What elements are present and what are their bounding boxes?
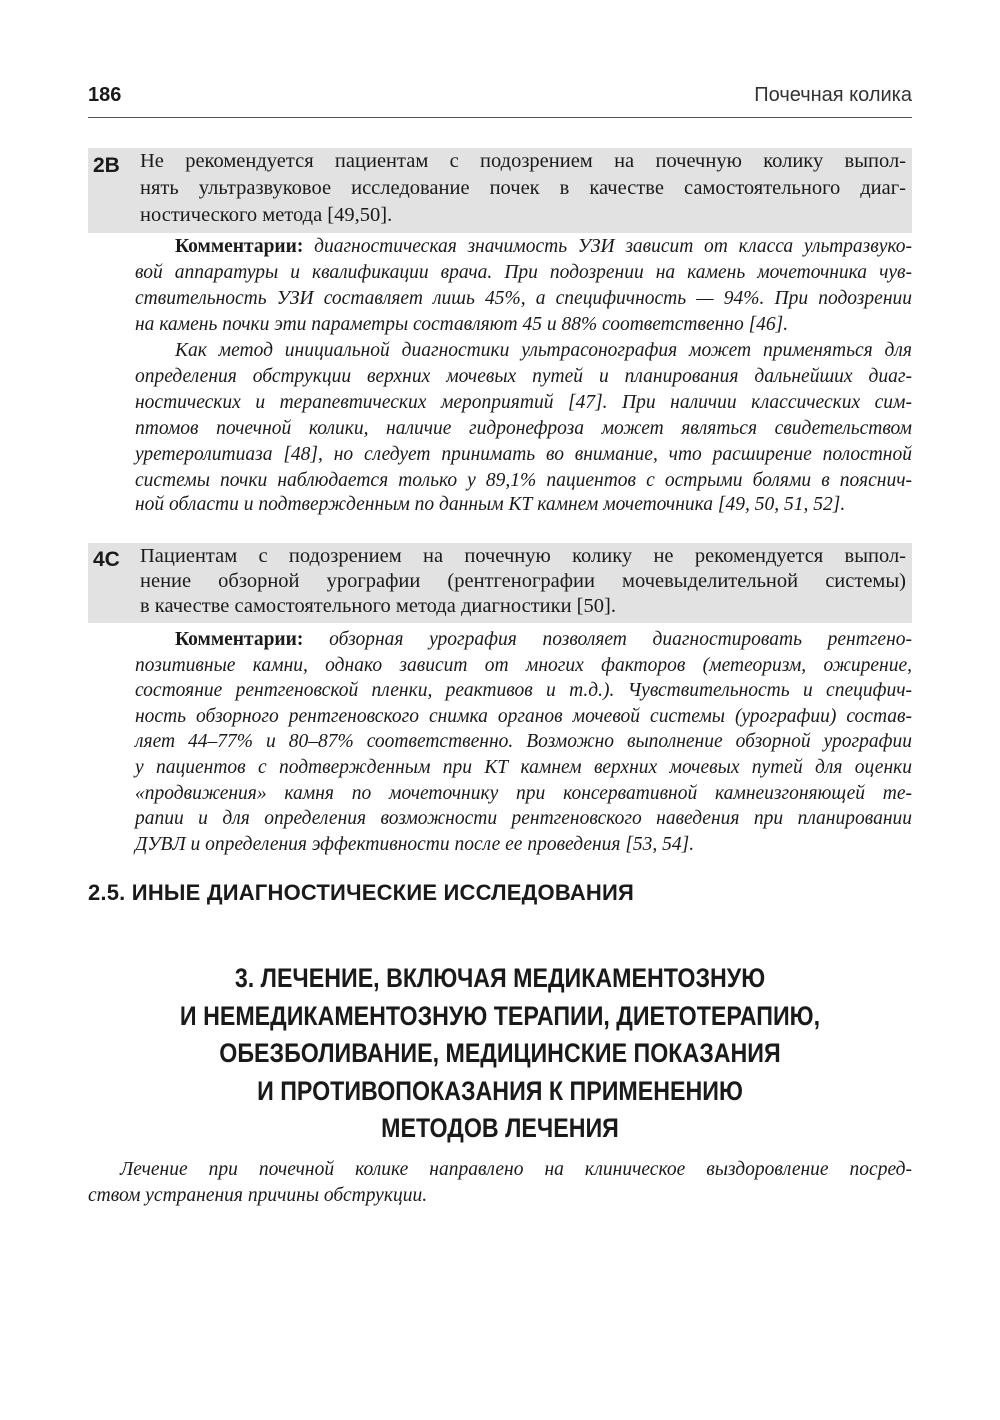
comment-line: у пациентов с подтвержденным при КТ камнем верхних мочевых путей для оценки xyxy=(135,757,912,778)
comment-line: ностических и терапевтических мероприятий [47]. При наличии классических сим- xyxy=(135,392,912,413)
recommendation-text-line: Не рекомендуется пациентам с подозрением на почечную колику выпол- xyxy=(140,150,906,172)
comment-line: ДУВЛ и определения эффективности после ее проведения [53, 54]. xyxy=(135,833,695,855)
comment-line: птомов почечной колики, наличие гидронефроза может являться свидетельством xyxy=(135,418,912,439)
comment-line: «продвижения» камня по мочеточнику при консервативной камнеизгоняющей те- xyxy=(135,782,912,804)
recommendation-text-line: нять ультразвуковое исследование почек в качестве самостоятельного диаг- xyxy=(140,177,906,199)
comment-line: определения обструкции верхних мочевых путей и планирования дальнейших диаг- xyxy=(135,366,912,387)
comment-line: позитивные камни, однако зависит от многих факторов (метеоризм, ожирение, xyxy=(135,654,912,676)
header-rule xyxy=(88,117,912,118)
recommendation-text-line: Пациентам с подозрением на почечную колику не рекомендуется выпол- xyxy=(140,545,906,567)
comment-line: ной области и подтвержденным по данным КТ камнем мочеточника [49, 50, 51, 52]. xyxy=(135,494,846,515)
comment-line: уретеролитиаза [48], но следует принимать во внимание, что расширение полостной xyxy=(135,444,912,465)
recommendation-text-line: ностического метода [49,50]. xyxy=(140,204,393,226)
comment-line: ность обзорного рентгеновского снимка органов мочевой системы (урографии) состав- xyxy=(135,705,912,727)
recommendation-text-line: в качестве самостоятельного метода диагностики [50]. xyxy=(140,595,616,617)
comment-label: Комментарии: xyxy=(175,236,304,257)
intro-line: ством устранения причины обструкции. xyxy=(88,1185,428,1206)
grade-badge: 4С xyxy=(93,548,120,571)
comment-line: Комментарии: обзорная урография позволяет диагностировать рентгено- xyxy=(175,629,912,650)
section-heading-2-5: 2.5. ИНЫЕ ДИАГНОСТИЧЕСКИЕ ИССЛЕДОВАНИЯ xyxy=(88,880,635,905)
grade-badge: 2В xyxy=(93,154,120,177)
comment-line: вой аппаратуры и квалификации врача. При подозрении на камень мочеточника чув- xyxy=(135,262,912,283)
heading-line: И НЕМЕДИКАМЕНТОЗНУЮ ТЕРАПИИ, ДИЕТОТЕРАПИЮ, xyxy=(179,1000,821,1031)
recommendation-box-4c xyxy=(88,543,912,623)
heading-line: ОБЕЗБОЛИВАНИЕ, МЕДИЦИНСКИЕ ПОКАЗАНИЯ xyxy=(219,1038,781,1068)
running-title: Почечная колика xyxy=(754,84,912,106)
heading-line: 3. ЛЕЧЕНИЕ, ВКЛЮЧАЯ МЕДИКАМЕНТОЗНУЮ xyxy=(234,963,766,993)
page-number: 186 xyxy=(88,84,122,106)
comment-line: ствительность УЗИ составляет лишь 45%, а специфичность — 94%. При подозрении xyxy=(135,288,912,309)
comment-line: рапии и для определения возможности рентгеновского наведения при планировании xyxy=(135,808,912,830)
comment-line: ляет 44–77% и 80–87% соответственно. Возможно выполнение обзорной урографии xyxy=(135,731,912,753)
comment-line: системы почки наблюдается только у 89,1% пациентов с острыми болями в пояснич- xyxy=(135,470,912,491)
heading-line: И ПРОТИВОПОКАЗАНИЯ К ПРИМЕНЕНИЮ xyxy=(257,1075,743,1106)
comment-line: на камень почки эти параметры составляют 45 и 88% соответственно [46]. xyxy=(135,314,789,335)
recommendation-text-line: нение обзорной урографии (рентгенографии мочевыделительной системы) xyxy=(140,570,906,592)
heading-line: МЕТОДОВ ЛЕЧЕНИЯ xyxy=(381,1113,619,1143)
comment-label: Комментарии: xyxy=(175,629,304,650)
intro-line: Лечение при почечной колике направлено на клиническое выздоровление посред- xyxy=(120,1159,912,1180)
comment-line: Как метод инициальной диагностики ультрасонография может применяться для xyxy=(175,340,912,361)
recommendation-box-2b xyxy=(88,148,912,233)
comment-line: состояние рентгеновской пленки, реактивов и т.д.). Чувствительность и специфич- xyxy=(135,680,912,702)
chapter-3-heading xyxy=(0,960,1000,1148)
comment-line: Комментарии: диагностическая значимость УЗИ зависит от класса ультразвуко- xyxy=(175,236,913,257)
